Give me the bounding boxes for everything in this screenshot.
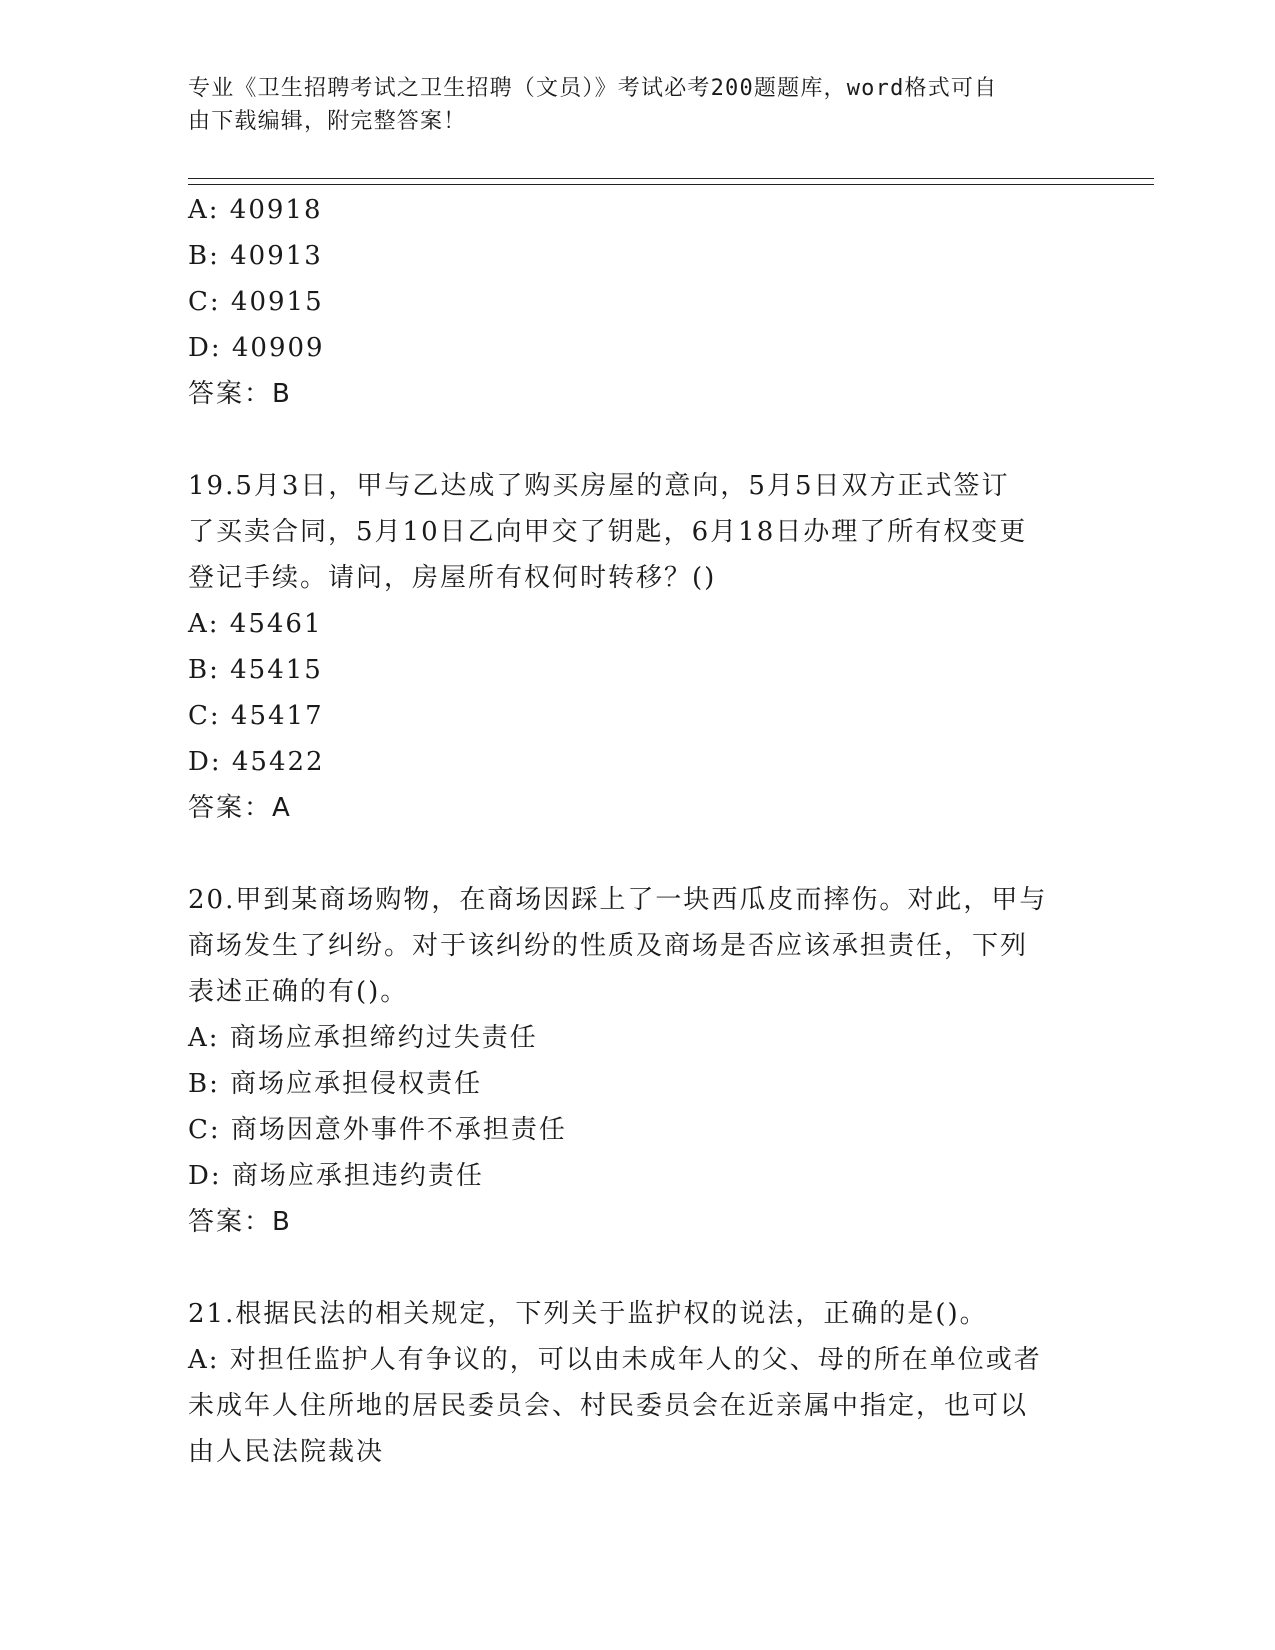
question-line: 登记手续。请问，房屋所有权何时转移？() <box>188 563 717 593</box>
question-text <box>188 463 1088 601</box>
question-text <box>188 1291 1088 1337</box>
question-line: 商场发生了纠纷。对于该纠纷的性质及商场是否应该承担责任，下列 <box>188 931 1029 961</box>
option-line: A: 对担任监护人有争议的，可以由未成年人的父、母的所在单位或者 <box>188 1345 1042 1375</box>
question-line: 19.5月3日，甲与乙达成了购买房屋的意向，5月5日双方正式签订 <box>188 471 1010 501</box>
option-b: B: 45415 <box>188 655 323 685</box>
option-d: D: 40909 <box>188 333 325 363</box>
document-header <box>188 72 1068 138</box>
answer-label: 答案：B <box>188 379 292 409</box>
question-text <box>188 877 1088 1015</box>
option-d: D: 45422 <box>188 747 325 777</box>
option-b: B: 商场应承担侵权责任 <box>188 1069 483 1099</box>
option-b: B: 40913 <box>188 241 323 271</box>
option-a <box>188 1337 1088 1475</box>
question-20-block <box>188 877 1088 1245</box>
question-line: 20.甲到某商场购物，在商场因踩上了一块西瓜皮而摔伤。对此，甲与 <box>188 885 1048 915</box>
header-divider-top <box>188 178 1154 179</box>
question-21-block <box>188 1291 1088 1475</box>
option-c: C: 40915 <box>188 287 324 317</box>
question-19-block <box>188 463 1088 831</box>
option-a: A: 商场应承担缔约过失责任 <box>188 1023 538 1053</box>
question-18-block <box>188 187 1088 417</box>
option-d: D: 商场应承担违约责任 <box>188 1161 484 1191</box>
question-line: 表述正确的有()。 <box>188 977 409 1007</box>
option-line: 未成年人住所地的居民委员会、村民委员会在近亲属中指定，也可以 <box>188 1391 1029 1421</box>
question-line: 21.根据民法的相关规定，下列关于监护权的说法，正确的是()。 <box>188 1299 988 1329</box>
option-a: A: 40918 <box>188 195 323 225</box>
answer-label: 答案：B <box>188 1207 292 1237</box>
spacer <box>188 831 1088 877</box>
header-line-1: 专业《卫生招聘考试之卫生招聘（文员）》考试必考200题题库，word格式可自 <box>188 76 998 101</box>
header-divider-bottom <box>188 184 1154 185</box>
answer-label: 答案：A <box>188 793 292 823</box>
option-a: A: 45461 <box>188 609 323 639</box>
option-c: C: 商场因意外事件不承担责任 <box>188 1115 567 1145</box>
question-line: 了买卖合同，5月10日乙向甲交了钥匙，6月18日办理了所有权变更 <box>188 517 1028 547</box>
document-body <box>188 187 1088 1475</box>
option-c: C: 45417 <box>188 701 324 731</box>
spacer <box>188 1245 1088 1291</box>
header-line-2: 由下载编辑，附完整答案！ <box>188 109 467 134</box>
spacer <box>188 417 1088 463</box>
option-line: 由人民法院裁决 <box>188 1437 385 1467</box>
